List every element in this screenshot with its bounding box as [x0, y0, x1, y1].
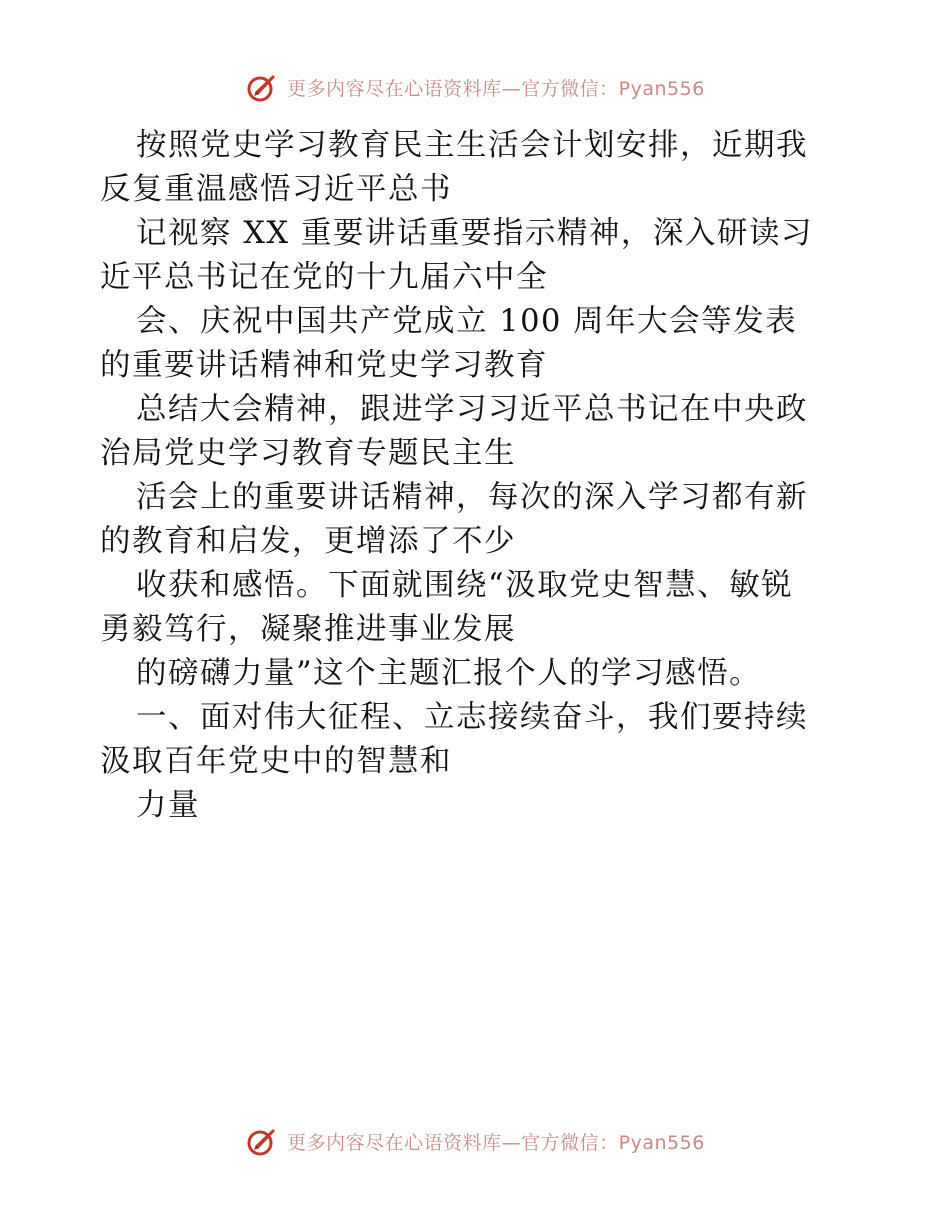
body-text [100, 124, 860, 828]
body-line: 勇毅笃行，凝聚推进事业发展 [100, 612, 516, 647]
footer-watermark-banner [0, 1124, 950, 1158]
body-line: 近平总书记在党的十九届六中全 [100, 260, 548, 295]
body-line: 的磅礴力量”这个主题汇报个人的学习感悟。 [136, 656, 762, 691]
body-line: 汲取百年党史中的智慧和 [100, 744, 452, 779]
body-line: 的重要讲话精神和党史学习教育 [100, 348, 548, 383]
body-line: 按照党史学习教育民主生活会计划安排，近期我 [136, 128, 808, 163]
body-line: 记视察 XX 重要讲话重要指示精神，深入研读习 [136, 216, 813, 251]
body-line: 的教育和启发，更增添了不少 [100, 524, 516, 559]
footer-watermark-text: 更多内容尽在心语资料库—官方微信：Pyan556 [287, 1131, 705, 1154]
body-line: 收获和感悟。下面就围绕“汲取党史智慧、敏锐 [136, 568, 794, 603]
header-watermark-text: 更多内容尽在心语资料库—官方微信：Pyan556 [287, 77, 705, 100]
body-line: 活会上的重要讲话精神，每次的深入学习都有新 [136, 480, 808, 515]
body-line: 总结大会精神，跟进学习习近平总书记在中央政 [136, 392, 808, 427]
quill-pen-circle-icon [245, 70, 279, 104]
body-line: 会、庆祝中国共产党成立 100 周年大会等发表 [136, 304, 798, 339]
body-line: 治局党史学习教育专题民主生 [100, 436, 516, 471]
body-line: 反复重温感悟习近平总书 [100, 172, 452, 207]
body-line: 力量 [136, 788, 200, 823]
header-watermark-banner [0, 70, 950, 104]
body-line: 一、面对伟大征程、立志接续奋斗，我们要持续 [136, 700, 808, 735]
quill-pen-circle-icon [245, 1124, 279, 1158]
